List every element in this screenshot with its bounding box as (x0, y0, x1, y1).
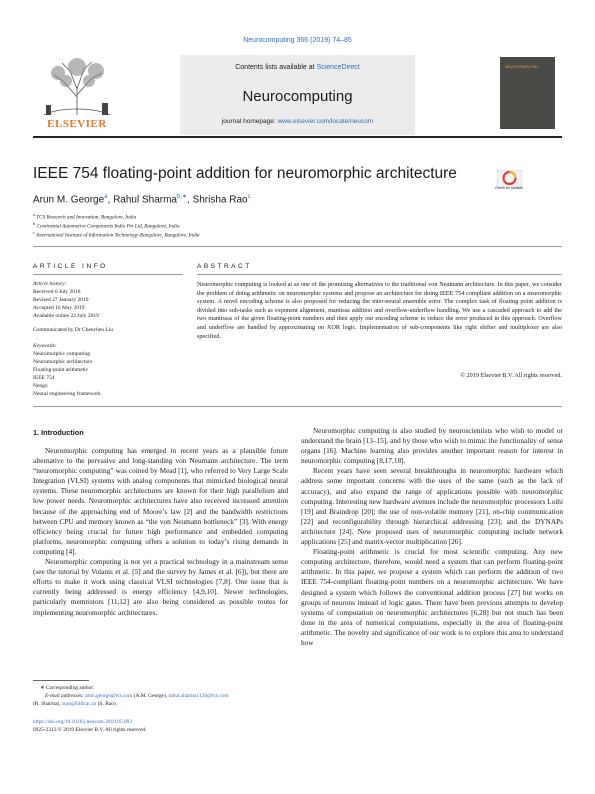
issn-line: 0925-2312/© 2019 Elsevier B.V. All rights reserved. (33, 727, 147, 733)
keywords-label: Keywords: (33, 343, 57, 349)
contents-line (180, 64, 415, 71)
corresponding-author-note: ∗ Corresponding author. (40, 685, 95, 691)
header-rule (33, 136, 562, 138)
body-paragraph: Neuromorphic computing has emerged in recent years as a plausible future alternative to the pervasive and long-standing von Neumann architecture. The term “neuromorphic computing” was coined by Mead [1], who referred to Very Large Scale Integration (VLSI) systems with analog components that mimicked biological neural systems. These neuromorphic architectures are known for their high parallelism and low power needs. Neuromorphic architectures have also received increased attention because of the approaching end of Moore’s law [2] and the bandwidth restrictions between CPU and memory known as “the von Neumann bottleneck” [3]. With energy efficiency being crucial for future high performance and embedded computing platforms, neuromorphic computing offers a solution to today’s rising demands in computing [4]. (33, 446, 288, 556)
homepage-line (180, 118, 415, 125)
homepage-prefix: journal homepage: (221, 118, 278, 125)
keyword: Neuromorphic architecture (33, 359, 93, 365)
keyword: IEEE 754 (33, 375, 55, 381)
author-name[interactable]: Rahul Sharma (113, 194, 177, 206)
history-item: Available online 22 July 2019 (33, 313, 99, 319)
email-owner: (A.M. George), (132, 693, 169, 699)
affiliation (33, 230, 200, 239)
body-column-right (301, 426, 563, 648)
email-footnote (45, 693, 295, 699)
keyword: Floating-point arithmetic (33, 367, 89, 373)
body-paragraph: Recent years have seen several breakthroughs in neuromorphic hardware which address some important concerns with the uses of the same (such as the lack of accuracy), and also expand the range of applications possible with neuromorphic computing. Interesting new hardware avenues include the neuromorphic processors Loihi [19] and Braindrop [20]; the use of non-volatile memory [21], on-chip communication [22] and reconfigurability through hierarchical addressing [23]; and the DYNAPs architecture [24]. New proposed uses of neuromorphic computing include network applications [25] and matrix-vector multiplication [26]. (301, 466, 563, 547)
article-info-rule (33, 274, 183, 275)
journal-name: Neurocomputing (242, 88, 353, 105)
keyword: Neuromorphic computing (33, 351, 90, 357)
affiliation-sup: c (33, 230, 35, 235)
affiliation-rule (33, 246, 562, 247)
history-item: Accepted 16 May 2019 (33, 305, 85, 311)
history-item: Received 6 July 2018 (33, 289, 81, 295)
affiliation-text: TCS Research and Innovation, Bangalore, India (36, 214, 137, 221)
abstract-heading: ABSTRACT (197, 263, 252, 270)
abstract-copyright: © 2019 Elsevier B.V. All rights reserved. (460, 372, 562, 379)
abstract-text: Neuromorphic computing is looked at as one of the promising alternatives to the traditional von Neumann architecture. In this paper, we consider the problem of doing arithmetic on neuromorphic systems and propose an architecture for doing IEEE 754 compliant addition on a neuromorphic system. A novel encoding scheme is also proposed for reducing the inter-neural ensemble error. The complex task of floating point addition is divided into sub-tasks such as exponent alignment, mantissa addition and overflow-underflow handling. We use a cascaded approach to add the two mantissas of the given floating-point numbers and then apply our encoding scheme to reduce the error produced in this approach. Overflow and underflow are handled by approximating on XOR logic. Implementation of sub-components like right shifter and multiplexer are also specified. (197, 281, 562, 340)
affiliation-sup: b (33, 221, 36, 226)
affiliation-sup: a (33, 212, 35, 217)
footnote-rule (33, 680, 89, 681)
doi-link[interactable]: https://doi.org/10.1016/j.neucom.2019.05.093 (33, 719, 133, 725)
sciencedirect-link[interactable]: ScienceDirect (316, 64, 360, 71)
contents-prefix: Contents lists available at (235, 64, 317, 71)
email-label: E-mail addresses: (45, 693, 86, 699)
section-heading: 1. Introduction (33, 428, 84, 437)
keyword: Neural engineering framework (33, 391, 101, 397)
publisher-wordmark: ELSEVIER (47, 118, 107, 130)
article-info-heading: ARTICLE INFO (33, 263, 108, 270)
email-owner: (R. Sharma), (33, 701, 63, 707)
author-sup: b,∗ (176, 194, 188, 200)
affiliation (33, 212, 136, 221)
journal-citation[interactable]: Neurocomputing 366 (2019) 74–85 (243, 37, 352, 44)
homepage-link[interactable]: www.elsevier.com/locate/neucom (277, 118, 374, 125)
email-footnote-cont (33, 701, 117, 707)
article-title: IEEE 754 floating-point addition for neuromorphic architecture (33, 165, 457, 182)
check-for-updates-label[interactable]: Check for updates (494, 186, 524, 190)
abstract-rule (197, 274, 562, 275)
communicated-by: Communicated by Dr Chenchen Liu (33, 327, 114, 333)
front-matter-rule (33, 406, 562, 407)
body-paragraph: Neuromorphic computing is also studied by neuroscientists who wish to model or understand the brain [13–15], and by those who wish to mimic the functionality of sense organs [16]. Machine learning also provides another important reason for interest in neuromorphic computing [8,17,18]. (301, 426, 563, 466)
check-for-updates-icon[interactable] (497, 170, 522, 197)
affiliation (33, 221, 180, 230)
author-sup: c (247, 194, 251, 200)
history-item: Revised 27 January 2019 (33, 297, 89, 303)
body-paragraph: Floating-point arithmetic is crucial for most scientific computing. Any new computing architecture, therefore, would need a system that can perform floating-point arithmetic. In this paper, we propose a system which can perform the addition of two IEEE 754-compliant floating-point numbers on a neuromorphic architecture. We have designed a system which follows the conventional addition process [27] but works on groups of neurons instead of logic gates. There have been previous attempts to develop systems of computation on neuromorphic architectures [6,28] but not much has been done in the area of numerical computations, especially in the area of floating-point arithmetic. The novelty and significance of our work is to explore this area to understand how (301, 547, 563, 647)
author-sup: a (104, 194, 108, 200)
email-link[interactable]: srao@iiitb.ac.in (62, 701, 97, 707)
author-name[interactable]: Arun M. George (33, 194, 105, 206)
body-paragraph: Neuromorphic computing is not yet a practical technology in a mainstream sense (see the tutorial by Volanis et al. [5] and the survey by James et al. [6]), but there are efforts to make it work using classical VLSI technologies [7,8]. One issue that is currently being addressed is energy efficiency [4,9,10]. Newer technologies, particularly memristors [11,12] are also being considered as possible routes for implementing neuromorphic architectures. (33, 557, 288, 617)
author-name[interactable]: Shrisha Rao (192, 194, 248, 206)
body-column-left (33, 446, 288, 618)
keyword: Nengo (33, 383, 48, 389)
cover-title: NEUROCOMPUTING (505, 65, 540, 69)
history-label: Article history: (33, 281, 67, 287)
email-link[interactable]: arun.george@tcs.com (85, 693, 133, 699)
affiliation-text: International Institute of Information Technology-Bangalore, Bangalore, India (36, 232, 200, 239)
email-owner: (S. Rao). (96, 701, 118, 707)
author-list: Arun M. George$^a$, Rahul Sharma$^{b,∗}$, Shrisha Rao$^c$ (33, 194, 251, 206)
email-link[interactable]: rahul.sharma1120@tcs.com (168, 693, 229, 699)
affiliation-text: Continental Automotive Components India Pvt Ltd, Bangalore, India (36, 223, 180, 230)
